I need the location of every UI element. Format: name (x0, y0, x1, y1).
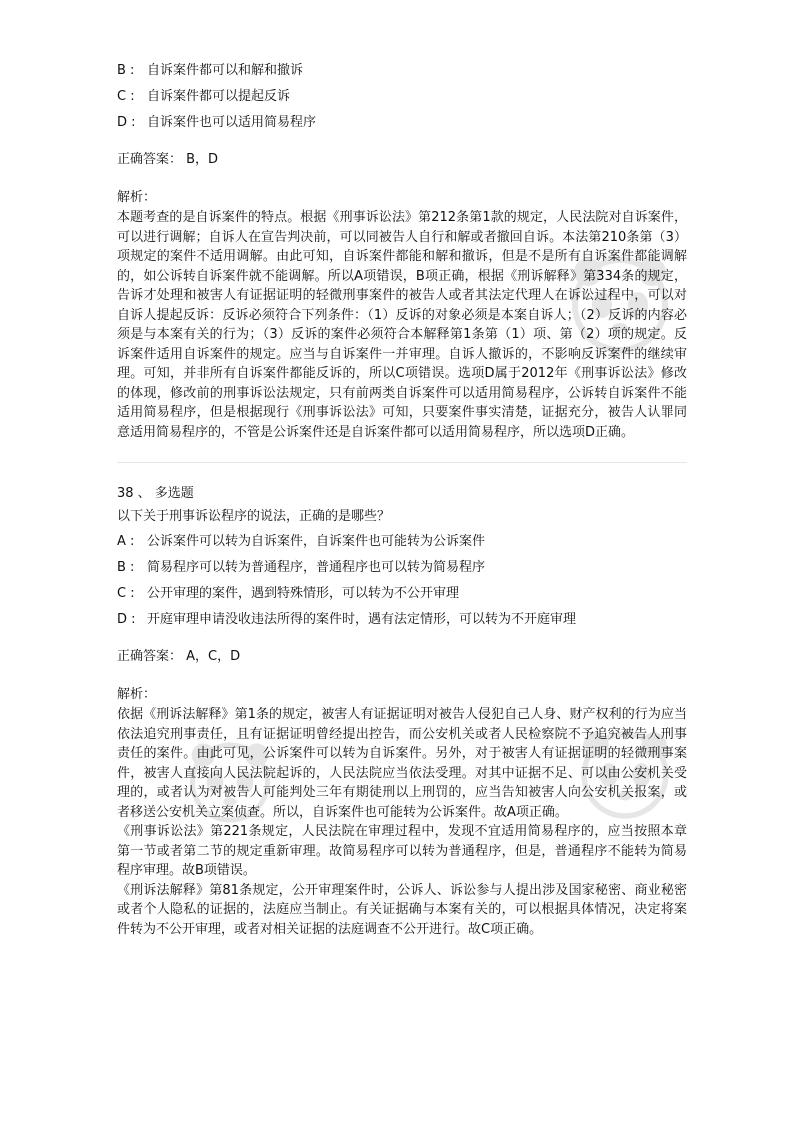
analysis-text: 本题考查的是自诉案件的特点。根据《刑事诉讼法》第212条第1款的规定，人民法院对自诉案件，可以进行调解；自诉人在宣告判决前，可以同被告人自行和解或者撤回自诉。本法第210条第（3）项规定的案件不适用调解。由此可知，自诉案件都能和解和撤诉，但是不是所有自诉案件都能调解的，如公诉转自诉案件就不能调解。所以A项错误，B项正确，根据《刑诉解释》第334条的规定，告诉才处理和被害人有证据证明的轻微刑事案件的被告人或者其法定代理人在诉讼过程中，可以对自诉人提起反诉：反诉必须符合下列条件：（1）反诉的对象必须是本案自诉人；（2）反诉的内容必须是与本案有关的行为；（3）反诉的案件必须符合本解释第1条第（1）项、第（2）项的规定。反诉案件适用自诉案件的规定。应当与自诉案件一并审理。自诉人撤诉的，不影响反诉案件的继续审理。可知，并非所有自诉案件都能反诉的，所以C项错误。选项D属于2012年《刑事诉讼法》修改的体现，修改前的刑事诉讼法规定，只有前两类自诉案件可以适用简易程序，公诉转自诉案件不能适用简易程序，但是根据现行《刑事诉讼法》可知，只要案件事实清楚，证据充分，被告人认罪同意适用简易程序的，不管是公诉案件还是自诉案件都可以适用简易程序，所以选项D正确。 (117, 210, 687, 440)
option-letter: B : (117, 63, 135, 78)
analysis-paragraph: 依据《刑诉法解释》第1条的规定，被害人有证据证明对被告人侵犯自己人身、财产权利的行为应当依法追究刑事责任，且有证据证明曾经提出控告，而公安机关或者人民检察院不予追究被告人刑事责任的案件。由此可见，公诉案件可以转为自诉案件。另外，对于被害人有证据证明的轻微刑事案件，被害人直接向人民法院起诉的，人民法院应当依法受理。对其中证据不足、可以由公安机关受理的，或者认为对被告人可能判处三年有期徒刑以上刑罚的，应当告知被害人向公安机关报案，或者移送公安机关立案侦查。所以，自诉案件也可能转为公诉案件。故A项正确。 (117, 707, 687, 820)
option-d (117, 110, 687, 136)
prev-question-options (117, 58, 687, 136)
option-text: 开庭审理申请没收违法所得的案件时，遇有法定情形，可以转为不开庭审理 (147, 612, 577, 627)
correct-answer: 正确答案： B，D (117, 152, 219, 167)
option-letter: C : (117, 586, 135, 601)
option-letter: C : (117, 89, 135, 104)
option-b (117, 555, 687, 581)
analysis-paragraph: 《刑诉法解释》第81条规定，公开审理案件时，公诉人、诉讼参与人提出涉及国家秘密、商业秘密或者个人隐私的证据的，法庭应当制止。有关证据确与本案有关的，可以根据具体情况，决定将案件转为不公开审理，或者对相关证据的法庭调查不公开进行。故C项正确。 (117, 882, 687, 937)
option-text: 简易程序可以转为普通程序，普通程序也可以转为简易程序 (147, 560, 486, 575)
analysis-label: 解析： (117, 190, 157, 205)
option-text: 公开审理的案件，遇到特殊情形，可以转为不公开审理 (147, 586, 460, 601)
option-text: 自诉案件都可以提起反诉 (147, 89, 291, 104)
option-d (117, 607, 687, 633)
option-text: 自诉案件也可以适用简易程序 (147, 115, 317, 130)
question-divider (117, 462, 687, 463)
analysis-paragraph: 《刑事诉讼法》第221条规定，人民法院在审理过程中，发现不宜适用简易程序的，应当按照本章第一节或者第二节的规定重新审理。故简易程序可以转为普通程序，但是，普通程序不能转为简易程序审理。故B项错误。 (117, 824, 687, 878)
question-header: 38 、 多选题 (117, 486, 194, 501)
correct-answer: 正确答案： A，C，D (117, 649, 241, 664)
option-text: 公诉案件可以转为自诉案件，自诉案件也可能转为公诉案件 (147, 534, 486, 549)
question-stem: 以下关于刑事诉讼程序的说法，正确的是哪些？ (117, 509, 391, 524)
option-c (117, 84, 687, 110)
option-a (117, 529, 687, 555)
option-letter: B : (117, 560, 135, 575)
option-text: 自诉案件都可以和解和撤诉 (147, 63, 304, 78)
option-c (117, 581, 687, 607)
option-b (117, 58, 687, 84)
analysis-label: 解析： (117, 687, 157, 702)
option-letter: D : (117, 115, 136, 130)
question-options (117, 529, 687, 633)
option-letter: A : (117, 534, 135, 549)
option-letter: D : (117, 612, 136, 627)
question-page (117, 58, 687, 939)
